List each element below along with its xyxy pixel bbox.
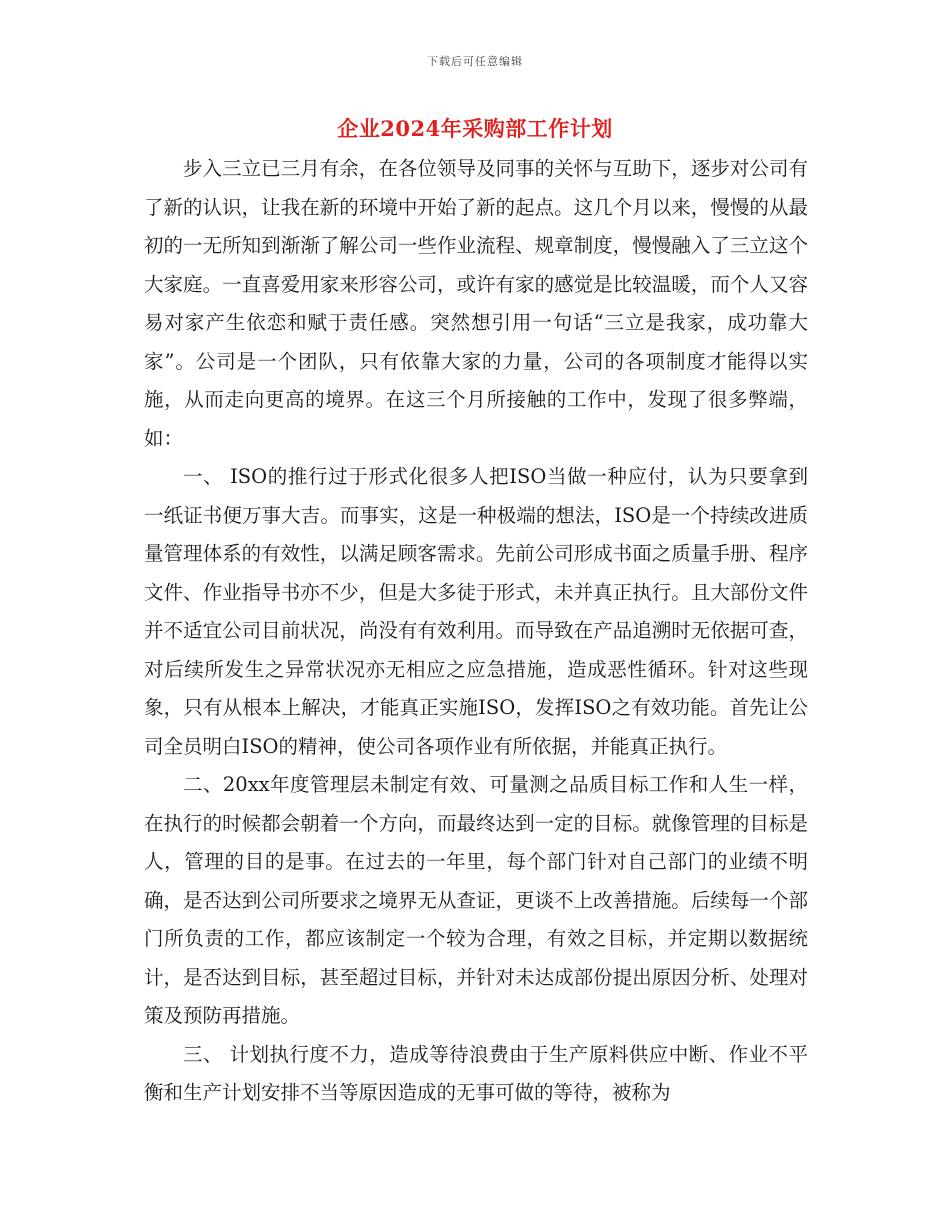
paragraph-item-3: 三、 计划执行度不力，造成等待浪费由于生产原料供应中断、作业不平衡和生产计划安排不当等原因造成的无事可做的等待，被称为: [144, 1042, 808, 1104]
document-body: [144, 150, 808, 1113]
paragraph-intro: 步入三立已三月有余，在各位领导及同事的关怀与互助下，逐步对公司有了新的认识，让我在新的环境中开始了新的起点。这几个月以来，慢慢的从最初的一无所知到渐渐了解公司一些作业流程、规章制度，慢慢融入了三立这个大家庭。一直喜爱用家来形容公司，或许有家的感觉是比较温暖，而个人又容易对家产生依恋和赋于责任感。突然想引用一句话“三立是我家，成功靠大家”。公司是一个团队，只有依靠大家的力量，公司的各项制度才能得以实施，从而走向更高的境界。在这三个月所接触的工作中，发现了很多弊端，如：: [144, 157, 808, 450]
paragraph-item-2: 二、20xx年度管理层未制定有效、可量测之品质目标工作和人生一样，在执行的时候都会朝着一个方向，而最终达到一定的目标。就像管理的目标是人，管理的目的是事。在过去的一年里，每个部门针对自己部门的业绩不明确，是否达到公司所要求之境界无从查证，更谈不上改善措施。后续每一个部门所负责的工作，都应该制定一个较为合理，有效之目标，并定期以数据统计，是否达到目标，甚至超过目标，并针对未达成部份提出原因分析、处理对策及预防再措施。: [144, 773, 808, 1027]
document-title: 企业2024年采购部工作计划: [337, 116, 613, 141]
header-note: 下载后可任意编辑: [427, 55, 523, 68]
paragraph-item-1: 一、 ISO的推行过于形式化很多人把ISO当做一种应付，认为只要拿到一纸证书便万事大吉。而事实，这是一种极端的想法，ISO是一个持续改进质量管理体系的有效性，以满足顾客需求。先前公司形成书面之质量手册、程序文件、作业指导书亦不少，但是大多徒于形式，未并真正执行。且大部份文件并不适宜公司目前状况，尚没有有效利用。而导致在产品追溯时无依据可查，对后续所发生之异常状况亦无相应之应急措施，造成恶性循环。针对这些现象，只有从根本上解决，才能真正实施ISO，发挥ISO之有效功能。首先让公司全员明白ISO的精神，使公司各项作业有所依据，并能真正执行。: [144, 465, 808, 758]
